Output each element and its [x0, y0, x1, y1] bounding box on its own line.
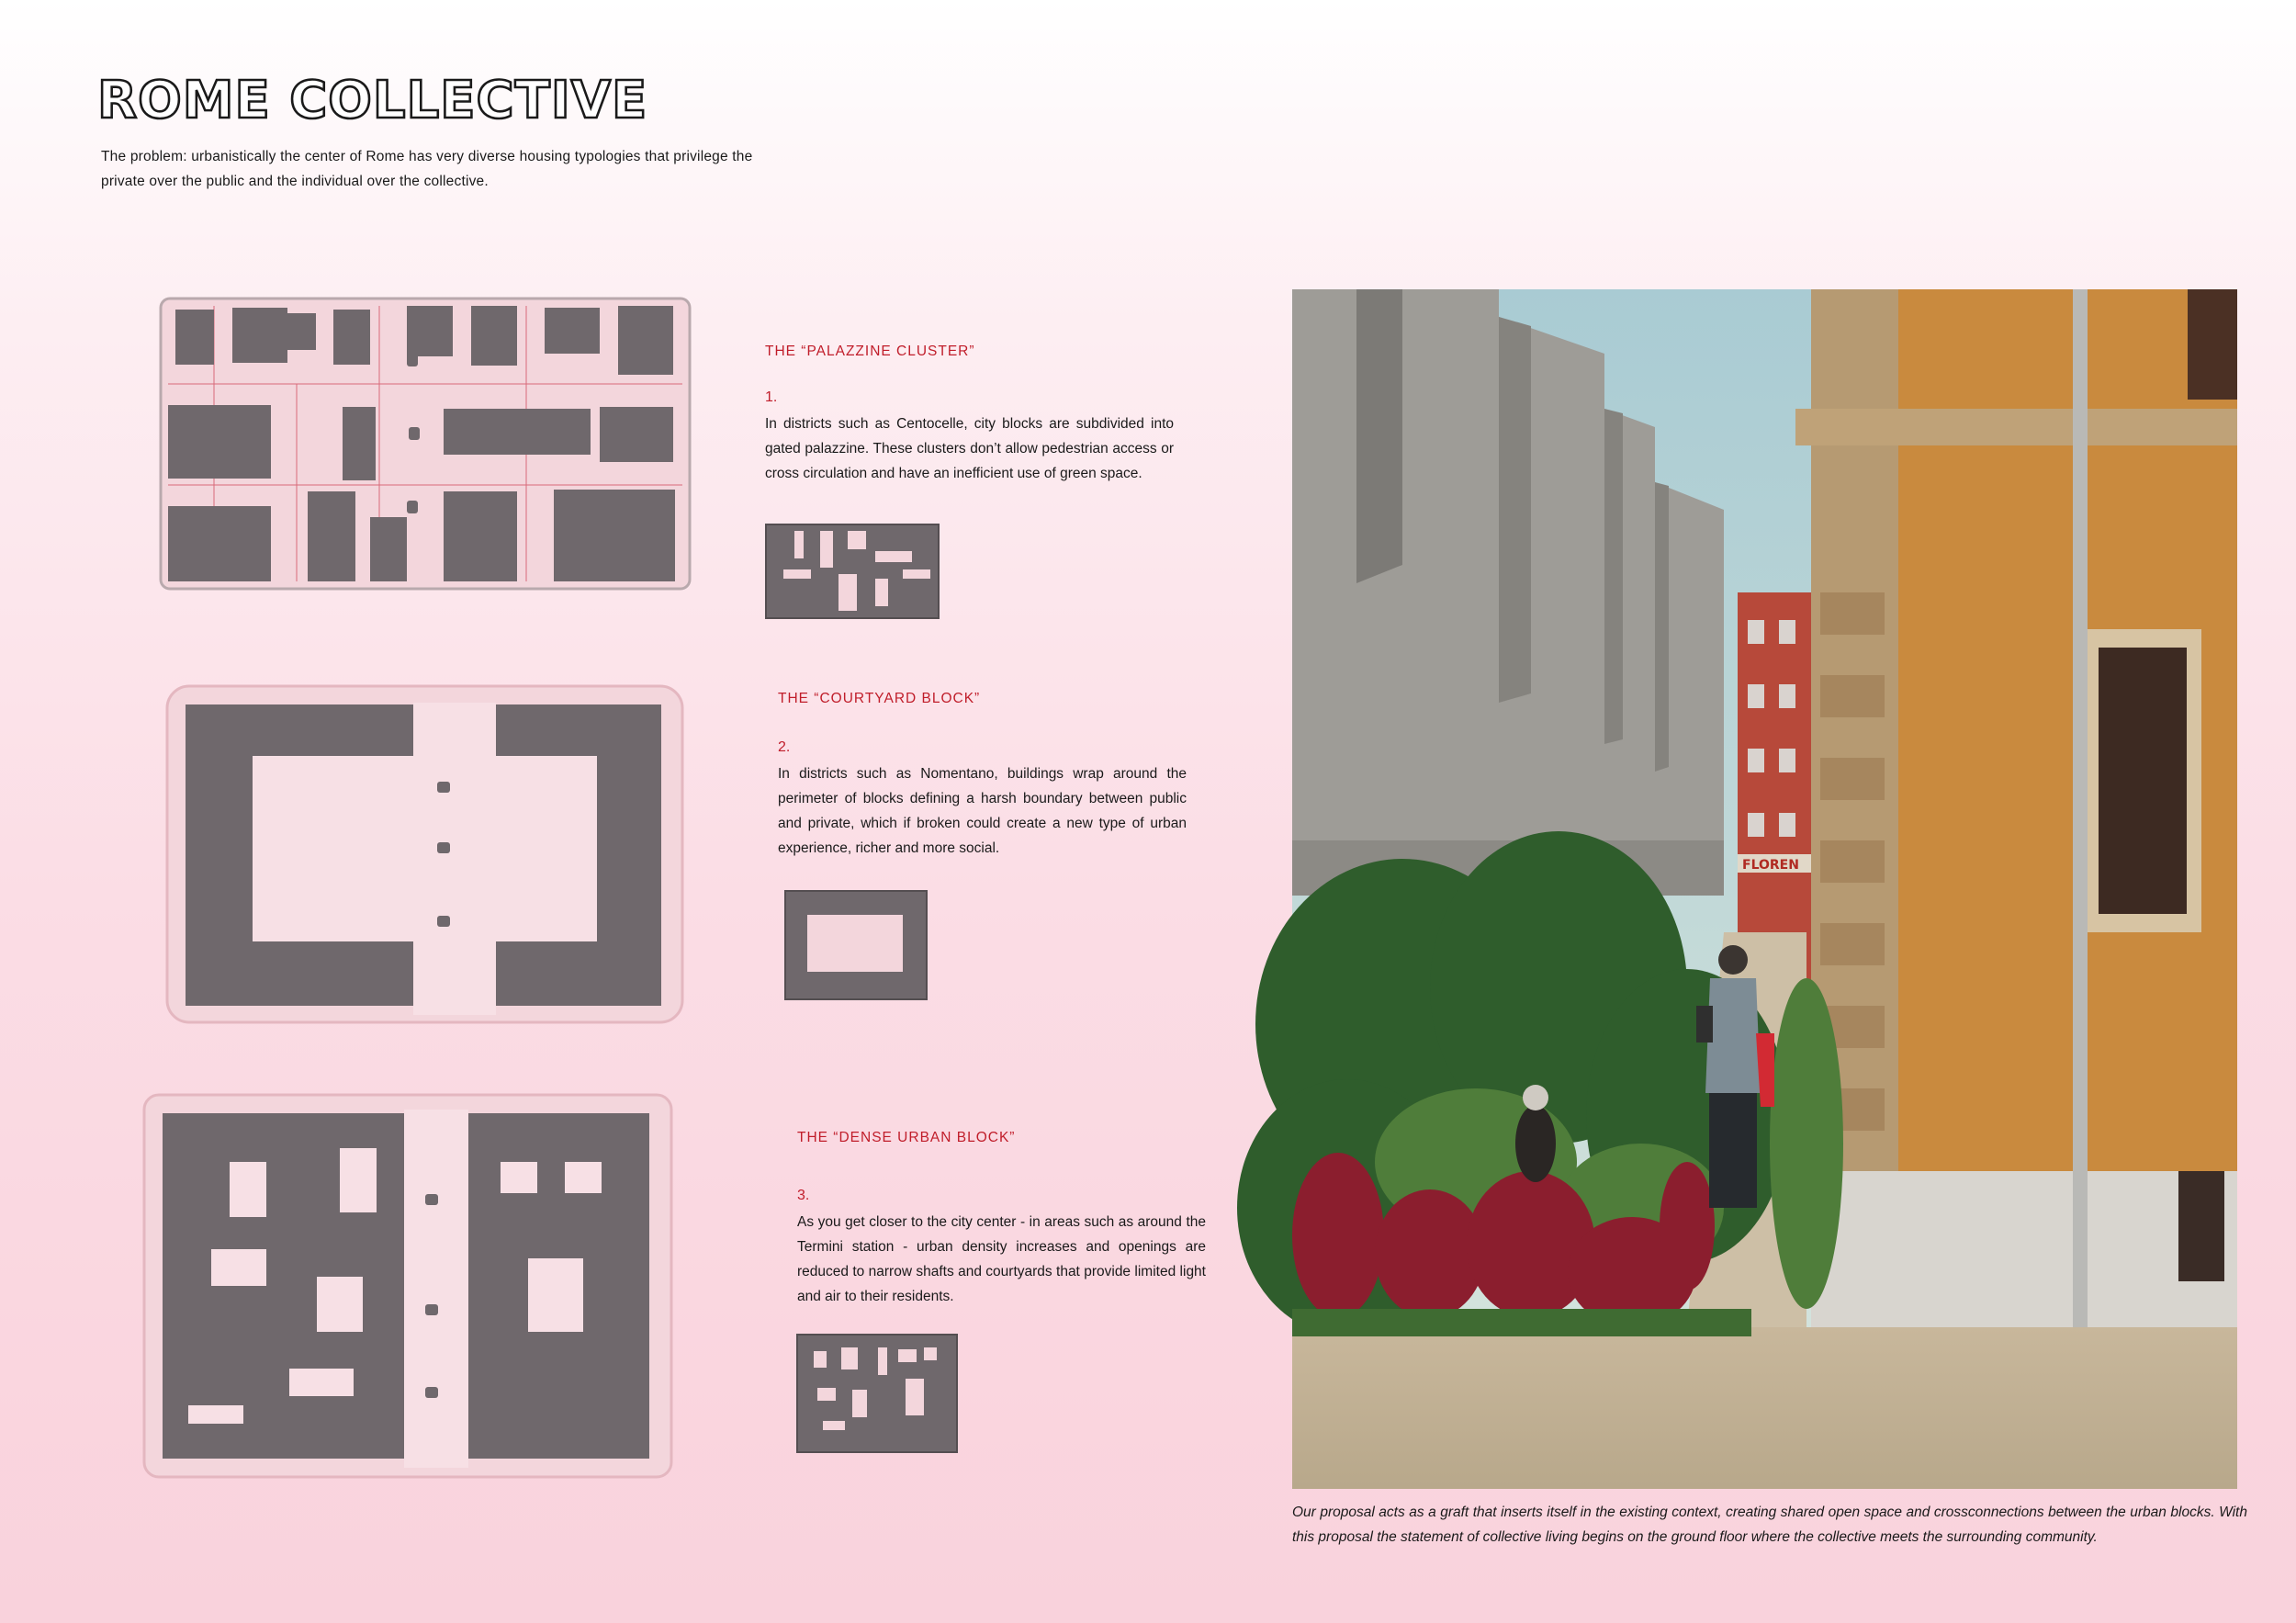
section-3-number: 3.: [797, 1188, 810, 1203]
proposal-collage-image: [1292, 289, 2237, 1489]
page-title: ROME COLLECTIVE: [97, 71, 648, 130]
section-2-title: THE “COURTYARD BLOCK”: [778, 691, 981, 706]
section-1-title: THE “PALAZZINE CLUSTER”: [765, 344, 975, 359]
dense-urban-block-thumbnail: [795, 1333, 959, 1459]
shop-sign: FLOREN: [1742, 858, 1799, 873]
intro-text: The problem: urbanistically the center of Rome has very diverse housing typologies that privilege the private over the public and the individual over the collective.: [101, 149, 753, 189]
courtyard-block-thumbnail: [783, 889, 929, 1006]
title-logo: [97, 71, 648, 130]
palazzine-cluster-thumbnail: [765, 524, 940, 624]
section-2-number: 2.: [778, 739, 791, 755]
section-1-text: In districts such as Centocelle, city blocks are subdivided into gated palazzine. These clusters don’t allow pedestrian access or cross circulation and have an inefficient use of green space.: [765, 416, 1174, 481]
section-1-number: 1.: [765, 389, 778, 405]
dense-urban-block-plan: [142, 1093, 673, 1479]
courtyard-block-plan: [165, 684, 684, 1024]
photo-caption: Our proposal acts as a graft that inserts itself in the existing context, creating shared open space and crossconnections between the urban blocks. With this proposal the statement of collective living begins on the ground floor where the collective meets the surrounding community.: [1292, 1505, 2247, 1545]
section-2-text: In districts such as Nomentano, buildings wrap around the perimeter of blocks defining a harsh boundary between public and private, which if broken could create a new type of urban experience, richer and more social.: [778, 766, 1187, 856]
section-3-title: THE “DENSE URBAN BLOCK”: [797, 1130, 1016, 1145]
palazzine-cluster-plan: [159, 297, 692, 591]
section-3-text: As you get closer to the city center - in areas such as around the Termini station - urban density increases and openings are reduced to narrow shafts and courtyards that provide limited light and air to their residents.: [797, 1214, 1206, 1304]
